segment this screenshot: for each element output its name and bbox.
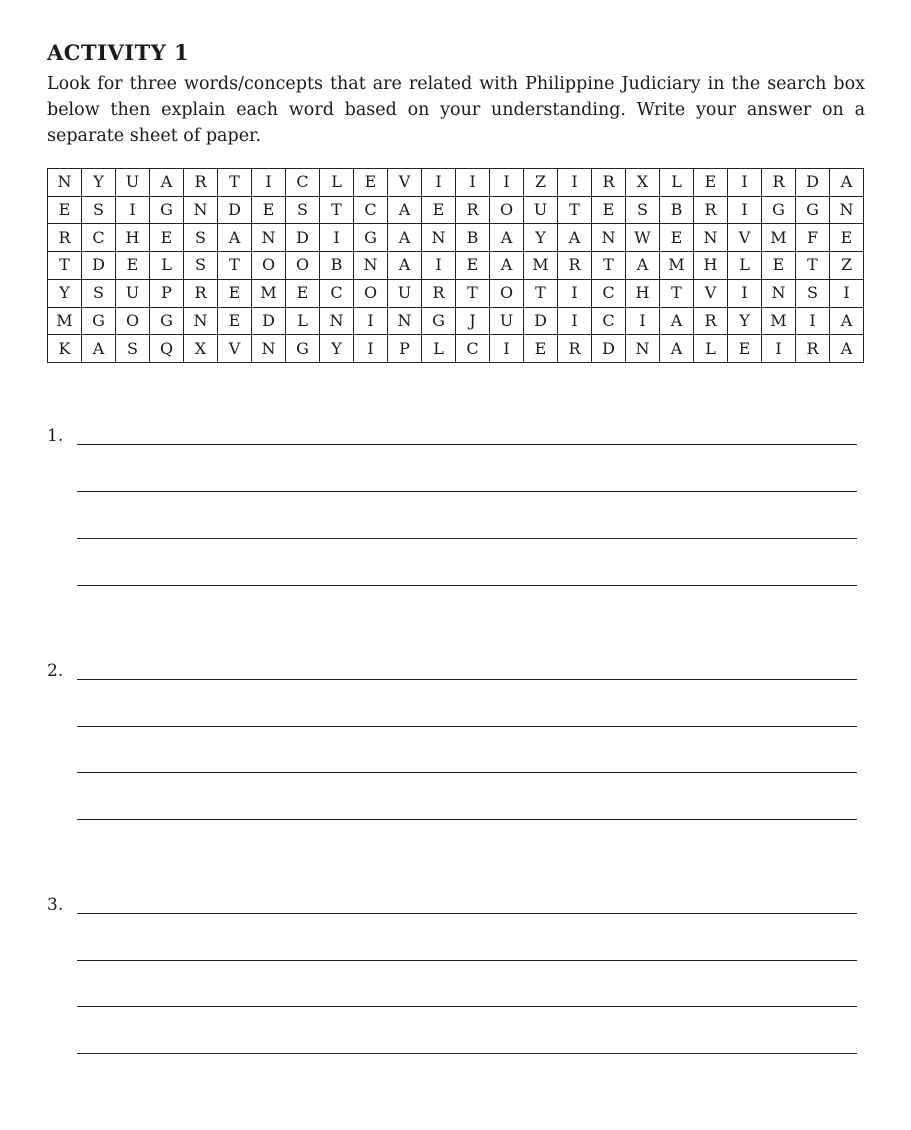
grid-cell[interactable]: A [830,335,864,363]
answer-number-1: 1. [47,426,64,446]
grid-cell[interactable]: V [694,280,728,308]
grid-cell[interactable]: S [116,335,150,363]
grid-cell[interactable]: E [456,252,490,280]
grid-cell[interactable]: E [660,224,694,252]
grid-cell[interactable]: D [252,308,286,336]
grid-cell[interactable]: R [694,197,728,225]
grid-cell[interactable]: U [116,169,150,197]
grid-cell[interactable]: O [286,252,320,280]
grid-cell[interactable]: C [320,280,354,308]
grid-cell[interactable]: I [830,280,864,308]
grid-cell[interactable]: A [626,252,660,280]
grid-cell[interactable]: T [218,252,252,280]
grid-cell[interactable]: I [728,197,762,225]
grid-cell[interactable]: U [388,280,422,308]
grid-cell[interactable]: R [558,252,592,280]
grid-cell[interactable]: O [490,280,524,308]
grid-cell[interactable]: Y [524,224,558,252]
grid-cell[interactable]: A [218,224,252,252]
grid-cell[interactable]: I [354,308,388,336]
grid-cell[interactable]: G [796,197,830,225]
grid-cell[interactable]: X [184,335,218,363]
grid-cell[interactable]: A [830,169,864,197]
answer-3-line-4[interactable] [77,1053,857,1054]
grid-cell[interactable]: H [626,280,660,308]
grid-cell[interactable]: R [796,335,830,363]
grid-cell[interactable]: M [48,308,82,336]
grid-cell[interactable]: T [218,169,252,197]
answer-3-line-2[interactable] [77,960,857,961]
grid-cell[interactable]: A [660,308,694,336]
grid-cell[interactable]: R [48,224,82,252]
grid-cell[interactable]: A [490,252,524,280]
grid-cell[interactable]: Z [524,169,558,197]
grid-cell[interactable]: R [694,308,728,336]
grid-cell[interactable]: N [354,252,388,280]
grid-cell[interactable]: E [728,335,762,363]
grid-cell[interactable]: D [592,335,626,363]
grid-cell[interactable]: N [320,308,354,336]
grid-cell[interactable]: N [184,197,218,225]
grid-cell[interactable]: N [626,335,660,363]
grid-cell[interactable]: M [762,224,796,252]
grid-cell[interactable]: N [388,308,422,336]
grid-cell[interactable]: I [558,169,592,197]
grid-cell[interactable]: N [694,224,728,252]
grid-cell[interactable]: U [490,308,524,336]
grid-cell[interactable]: A [830,308,864,336]
grid-cell[interactable]: G [150,308,184,336]
answer-1-line-3[interactable] [77,538,857,539]
grid-cell[interactable]: N [592,224,626,252]
answer-3-line-3[interactable] [77,1006,857,1007]
grid-cell[interactable]: G [762,197,796,225]
grid-cell[interactable]: U [524,197,558,225]
grid-cell[interactable]: E [422,197,456,225]
grid-cell[interactable]: I [252,169,286,197]
grid-cell[interactable]: M [252,280,286,308]
grid-cell[interactable]: H [694,252,728,280]
answer-3-line-1[interactable] [77,913,857,914]
answer-number-2: 2. [47,661,64,681]
grid-cell[interactable]: A [82,335,116,363]
grid-cell[interactable]: L [286,308,320,336]
grid-cell[interactable]: Y [48,280,82,308]
grid-cell[interactable]: Q [150,335,184,363]
grid-cell[interactable]: I [728,280,762,308]
grid-cell[interactable]: S [184,252,218,280]
grid-cell[interactable]: I [354,335,388,363]
grid-cell[interactable]: P [388,335,422,363]
grid-cell[interactable]: E [150,224,184,252]
grid-cell[interactable]: N [830,197,864,225]
grid-cell[interactable]: T [558,197,592,225]
grid-cell[interactable]: C [82,224,116,252]
answer-2-line-2[interactable] [77,726,857,727]
answer-number-3: 3. [47,895,64,915]
grid-cell[interactable]: S [796,280,830,308]
grid-cell[interactable]: L [660,169,694,197]
grid-cell[interactable]: L [694,335,728,363]
word-search-grid [47,168,864,363]
grid-cell[interactable]: E [116,252,150,280]
grid-cell[interactable]: A [558,224,592,252]
grid-cell[interactable]: I [796,308,830,336]
grid-cell[interactable]: I [626,308,660,336]
answer-1-line-1[interactable] [77,444,857,445]
grid-cell[interactable]: G [286,335,320,363]
grid-cell[interactable]: R [592,169,626,197]
grid-cell[interactable]: M [524,252,558,280]
grid-cell[interactable]: R [456,197,490,225]
activity-title: ACTIVITY 1 [47,40,190,65]
grid-cell[interactable]: I [558,308,592,336]
grid-cell[interactable]: L [320,169,354,197]
grid-cell[interactable]: L [150,252,184,280]
grid-cell[interactable]: I [762,335,796,363]
grid-cell[interactable]: I [456,169,490,197]
instructions-text: Look for three words/concepts that are related with Philippine Judiciary in the search box below then explain each word based on your understanding. Write your answer on a separate sheet of paper. [47,74,865,146]
grid-cell[interactable]: Y [320,335,354,363]
grid-cell[interactable]: A [150,169,184,197]
grid-cell[interactable]: D [286,224,320,252]
grid-cell[interactable]: U [116,280,150,308]
grid-cell[interactable]: X [626,169,660,197]
grid-cell[interactable]: C [592,308,626,336]
grid-cell[interactable]: T [796,252,830,280]
answer-1-line-2[interactable] [77,491,857,492]
grid-cell[interactable]: R [184,169,218,197]
grid-cell[interactable]: R [422,280,456,308]
grid-cell[interactable]: V [218,335,252,363]
grid-cell[interactable]: N [184,308,218,336]
grid-cell[interactable]: D [524,308,558,336]
grid-cell[interactable]: I [422,169,456,197]
grid-cell[interactable]: K [48,335,82,363]
grid-cell[interactable]: S [184,224,218,252]
grid-cell[interactable]: D [218,197,252,225]
grid-cell[interactable]: S [626,197,660,225]
grid-cell[interactable]: W [626,224,660,252]
grid-cell[interactable]: E [218,308,252,336]
grid-cell[interactable]: G [422,308,456,336]
grid-cell[interactable]: T [592,252,626,280]
grid-cell[interactable]: F [796,224,830,252]
grid-cell[interactable]: Y [82,169,116,197]
grid-cell[interactable]: E [354,169,388,197]
grid-cell[interactable]: Z [830,252,864,280]
grid-cell[interactable]: I [116,197,150,225]
grid-cell[interactable]: B [456,224,490,252]
grid-cell[interactable]: S [82,280,116,308]
grid-cell[interactable]: C [286,169,320,197]
grid-cell[interactable]: O [252,252,286,280]
grid-cell[interactable]: I [728,169,762,197]
grid-cell[interactable]: T [48,252,82,280]
answer-2-line-3[interactable] [77,772,857,773]
grid-cell[interactable]: R [184,280,218,308]
grid-cell[interactable]: N [252,224,286,252]
grid-cell[interactable]: I [490,335,524,363]
grid-cell[interactable]: B [320,252,354,280]
grid-cell[interactable]: I [422,252,456,280]
grid-cell[interactable]: A [388,252,422,280]
grid-cell[interactable]: L [422,335,456,363]
grid-cell[interactable]: S [82,197,116,225]
answer-2-line-4[interactable] [77,819,857,820]
grid-cell[interactable]: M [762,308,796,336]
grid-cell[interactable]: Y [728,308,762,336]
answer-1-line-4[interactable] [77,585,857,586]
grid-cell[interactable]: T [660,280,694,308]
grid-cell[interactable]: I [558,280,592,308]
answer-2-line-1[interactable] [77,679,857,680]
grid-cell[interactable]: S [286,197,320,225]
grid-cell[interactable]: N [762,280,796,308]
grid-cell[interactable]: N [422,224,456,252]
grid-cell[interactable]: T [456,280,490,308]
grid-cell[interactable]: G [82,308,116,336]
grid-cell[interactable]: H [116,224,150,252]
grid-cell[interactable]: N [48,169,82,197]
grid-cell[interactable]: L [728,252,762,280]
grid-cell[interactable]: R [762,169,796,197]
grid-cell[interactable]: B [660,197,694,225]
grid-cell[interactable]: V [388,169,422,197]
grid-cell[interactable]: E [830,224,864,252]
grid-cell[interactable]: T [524,280,558,308]
grid-cell[interactable]: R [558,335,592,363]
grid-cell[interactable]: V [728,224,762,252]
grid-cell[interactable]: E [286,280,320,308]
grid-cell[interactable]: E [762,252,796,280]
grid-cell[interactable]: J [456,308,490,336]
grid-cell[interactable]: O [116,308,150,336]
grid-cell[interactable]: O [490,197,524,225]
grid-cell[interactable]: T [320,197,354,225]
grid-cell[interactable]: C [456,335,490,363]
grid-cell[interactable]: D [796,169,830,197]
grid-cell[interactable]: C [592,280,626,308]
grid-cell[interactable]: E [524,335,558,363]
grid-cell[interactable]: E [252,197,286,225]
grid-cell[interactable]: E [48,197,82,225]
grid-cell[interactable]: A [388,197,422,225]
grid-cell[interactable]: D [82,252,116,280]
grid-cell[interactable]: N [252,335,286,363]
grid-cell[interactable]: P [150,280,184,308]
grid-cell[interactable]: M [660,252,694,280]
grid-cell[interactable]: G [354,224,388,252]
grid-cell[interactable]: A [490,224,524,252]
grid-cell[interactable]: O [354,280,388,308]
grid-cell[interactable]: G [150,197,184,225]
grid-cell[interactable]: E [694,169,728,197]
grid-cell[interactable]: E [592,197,626,225]
grid-cell[interactable]: I [320,224,354,252]
grid-cell[interactable]: A [660,335,694,363]
grid-cell[interactable]: E [218,280,252,308]
grid-cell[interactable]: C [354,197,388,225]
grid-cell[interactable]: A [388,224,422,252]
grid-cell[interactable]: I [490,169,524,197]
